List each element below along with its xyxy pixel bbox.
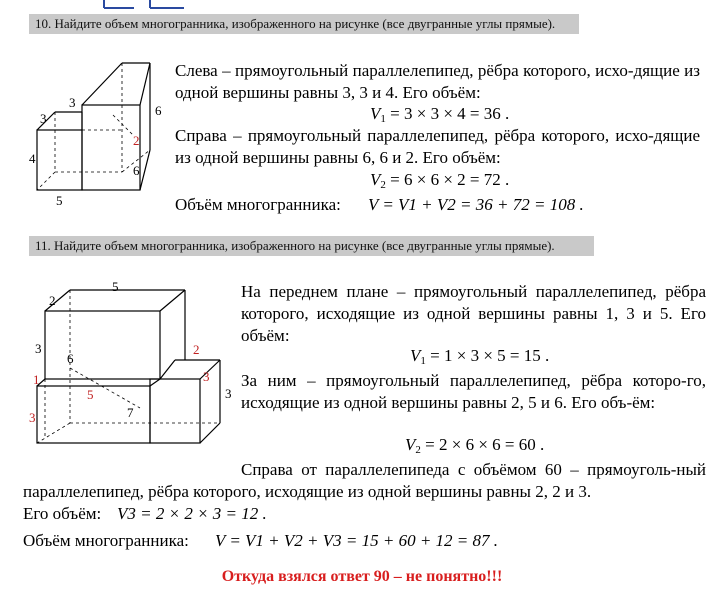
p11-formula3: V3 = 2 × 2 × 3 = 12 . bbox=[117, 504, 267, 523]
label-1-left: 1 bbox=[33, 372, 40, 387]
label-2-top: 2 bbox=[49, 293, 56, 308]
previous-figure-fragment bbox=[100, 0, 200, 12]
label-5-inner: 5 bbox=[87, 387, 94, 402]
label-3-right-low: 3 bbox=[225, 386, 232, 401]
label-6b: 6 bbox=[133, 163, 140, 178]
problem-10-figure bbox=[25, 55, 175, 215]
label-6a: 6 bbox=[155, 103, 162, 118]
p10-formula1: $V_1 = 3 \times 3 \times 4 = 36$ . bbox=[370, 104, 510, 125]
p11-text3: Справа от параллелепипеда с объёмом 60 – прямоуголь-ный параллелепипед, рёбра которого, исходящие из одной вершины равны 2, 2 и 3. bbox=[23, 460, 706, 501]
problem-11-figure bbox=[25, 278, 240, 458]
label-5-top: 5 bbox=[112, 279, 119, 294]
p11-formula1: $V_1 = 1 \times 3 \times 5 = 15$ . bbox=[410, 346, 550, 367]
p10-text1: Слева – прямоугольный параллелепипед, рёбра которого, исхо-дящие из одной вершины равны 3, 3 и 4. Его объём: bbox=[175, 61, 700, 102]
p10-total-label: Объём многогранника: bbox=[175, 195, 341, 214]
label-3-left-lower: 3 bbox=[29, 410, 36, 425]
label-3-left-upper: 3 bbox=[35, 341, 42, 356]
p10-text2: Справа – прямоугольный параллелепипед, рёбра которого, исхо-дящие из одной вершины равны 6, 6 и 2. Его объём: bbox=[175, 126, 700, 167]
label-7-inner: 7 bbox=[127, 405, 134, 420]
p11-text3-end: Его объём: bbox=[23, 504, 102, 523]
label-5: 5 bbox=[56, 193, 63, 208]
label-3-right-side: 3 bbox=[203, 369, 210, 384]
p11-total-formula: V = V1 + V2 + V3 = 15 + 60 + 12 = 87 . bbox=[215, 531, 499, 550]
label-3b: 3 bbox=[69, 95, 76, 110]
label-3a: 3 bbox=[40, 111, 47, 126]
problem-10-header: 10. Найдите объем многогранника, изображенного на рисунке (все двугранные углы прямые). bbox=[29, 14, 579, 34]
p10-total-formula: V = V1 + V2 = 36 + 72 = 108 . bbox=[368, 195, 584, 214]
p11-text2: За ним – прямоугольный параллелепипед, рёбра которо-го, исходящие из одной вершины равны 2, 5 и 6. Его объ-ём: bbox=[241, 371, 706, 412]
label-2-right-top: 2 bbox=[193, 342, 200, 357]
label-2: 2 bbox=[133, 133, 140, 148]
label-6-inner: 6 bbox=[67, 351, 74, 366]
answer-note: Откуда взялся ответ 90 – не понятно!!! bbox=[221, 568, 503, 585]
p11-text1: На переднем плане – прямоугольный параллелепипед, рёбра которого, исходящие из одной вершины равны 1, 3 и 5. Его объём: bbox=[241, 282, 706, 345]
p11-formula2: $V_2 = 2 \times 6 \times 6 = 60$ . bbox=[405, 435, 545, 456]
label-4: 4 bbox=[29, 151, 36, 166]
problem-11-header: 11. Найдите объем многогранника, изображенного на рисунке (все двугранные углы прямые). bbox=[29, 236, 594, 256]
p11-total-label: Объём многогранника: bbox=[23, 531, 189, 550]
p10-formula2: $V_2 = 6 \times 6 \times 2 = 72$ . bbox=[370, 170, 510, 191]
